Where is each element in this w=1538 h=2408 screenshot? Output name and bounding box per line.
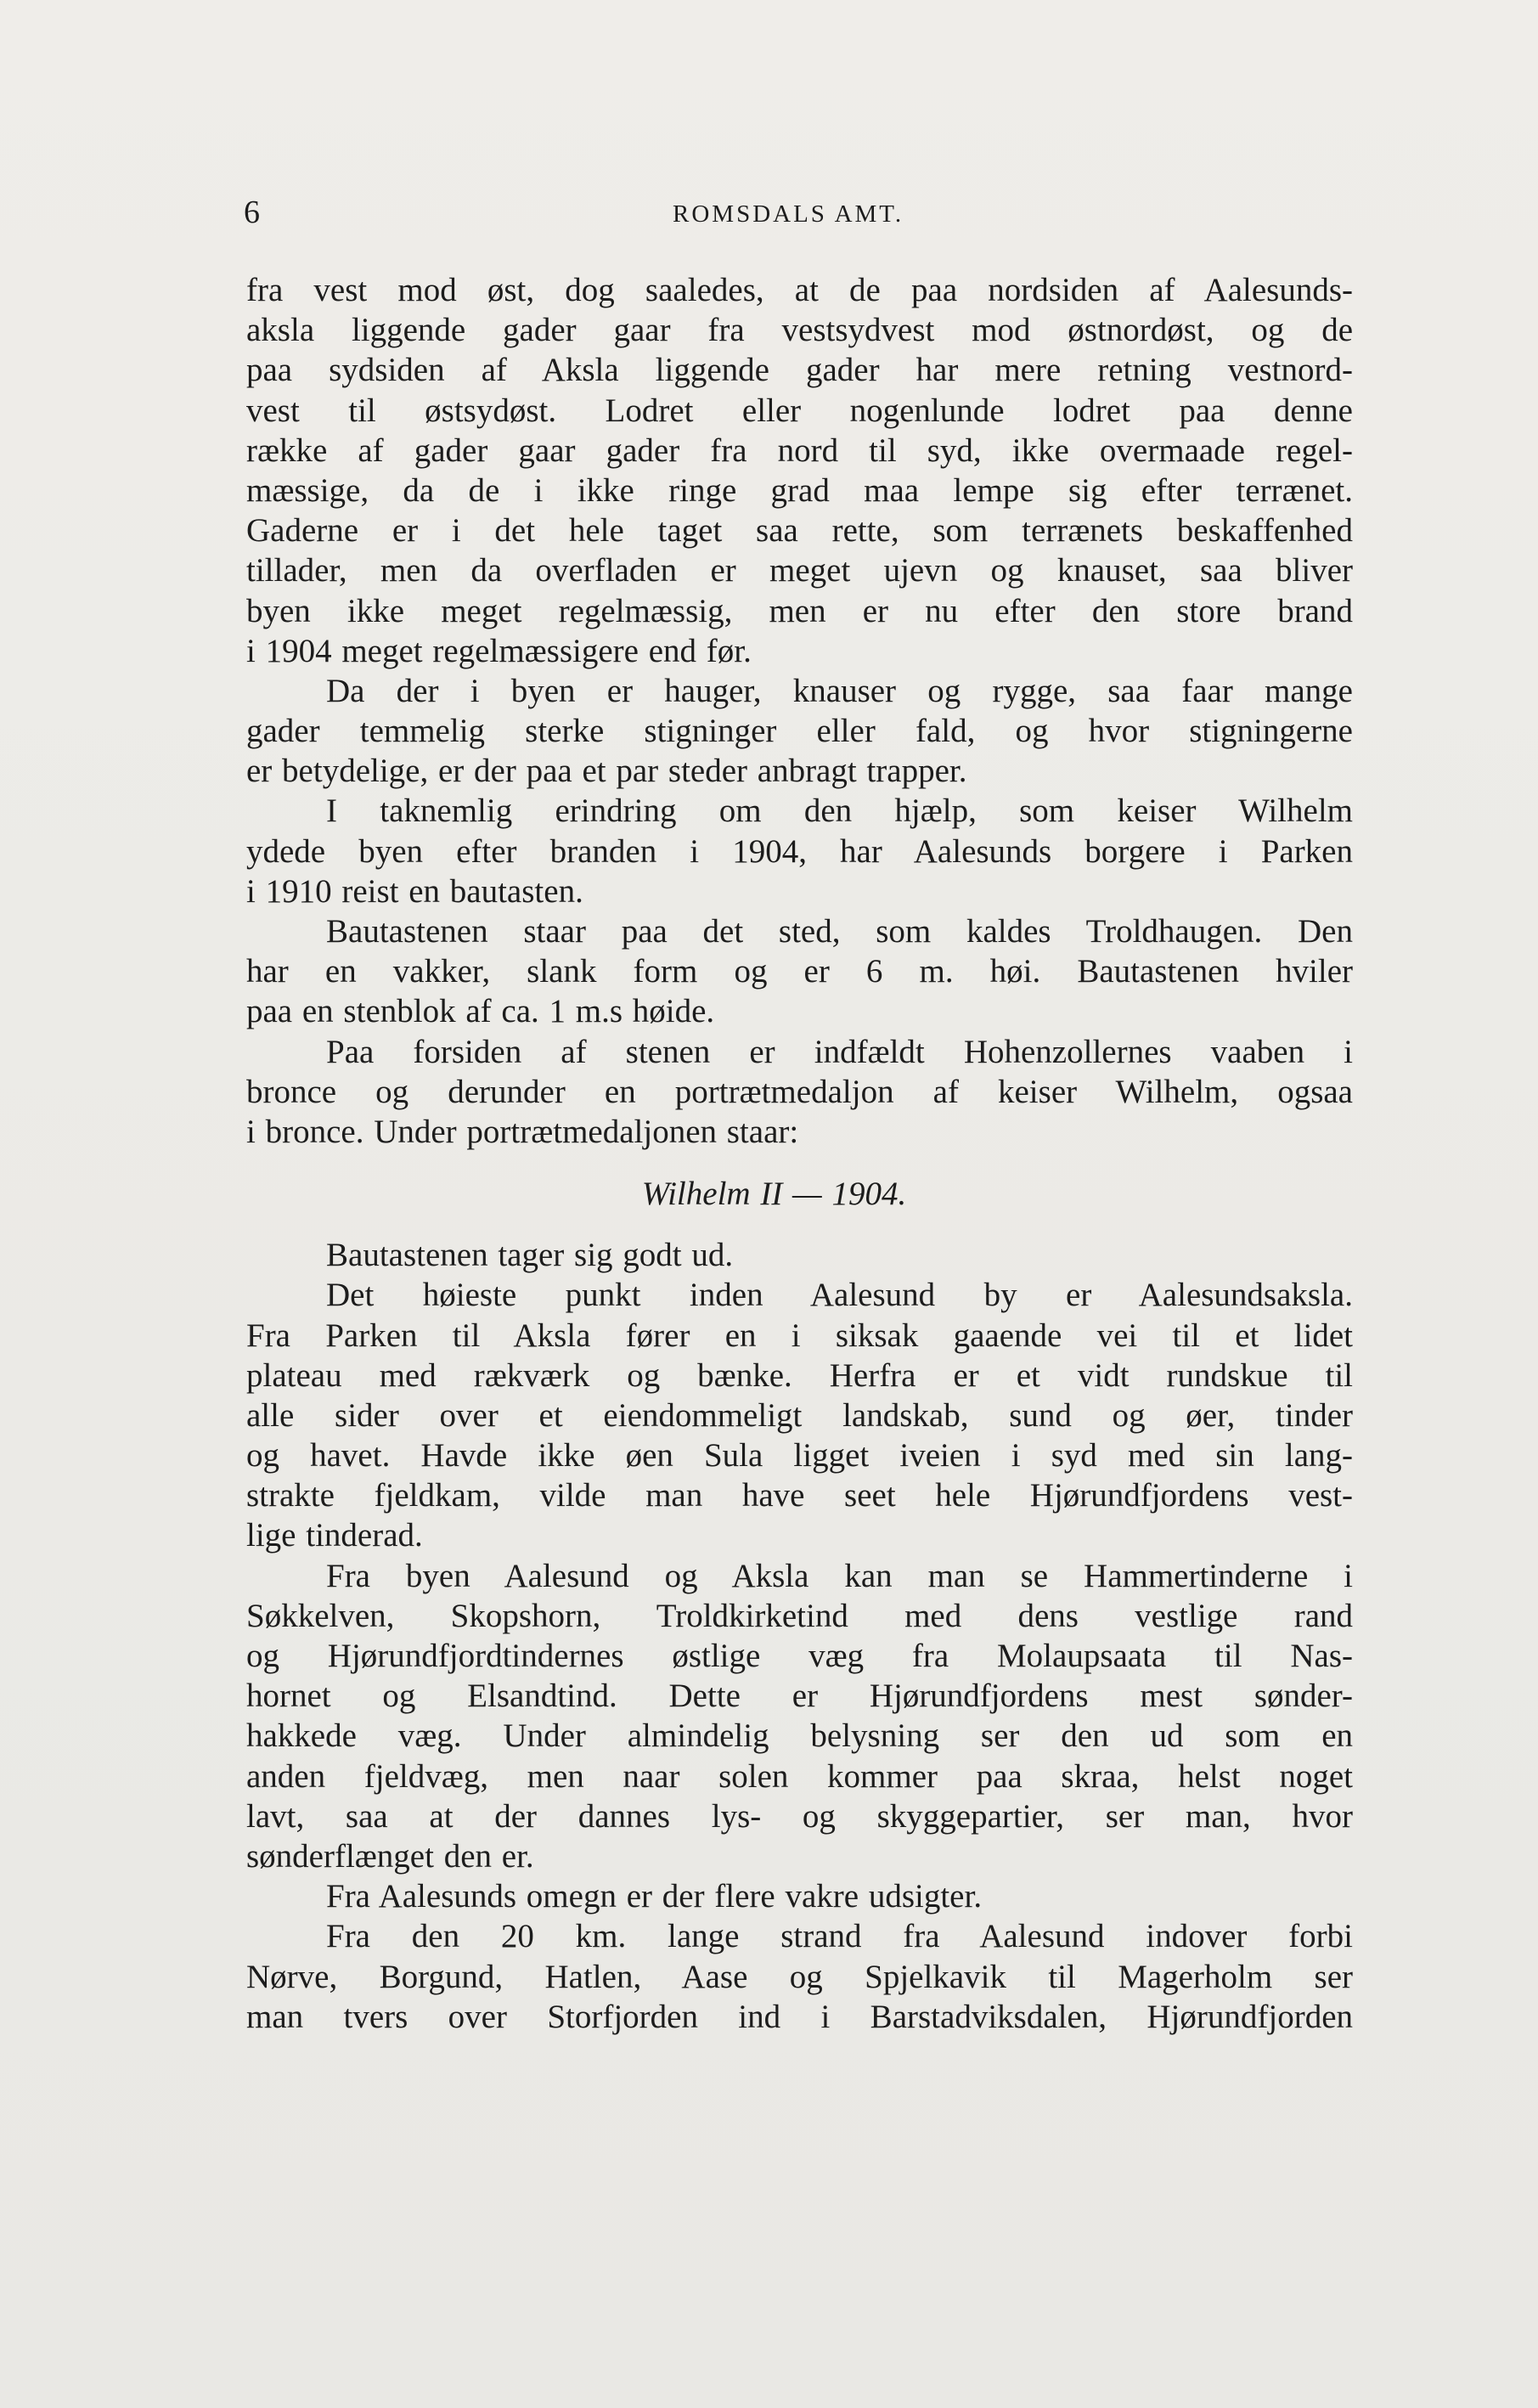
text-line: Nørve, Borgund, Hatlen, Aase og Spjelkavik til Magerholm ser: [246, 1958, 1353, 1995]
text-line: hornet og Elsandtind. Dette er Hjørundfjordens mest sønder-: [246, 1678, 1353, 1715]
inscription-line: Wilhelm II — 1904.: [641, 1176, 907, 1213]
text-line: plateau med rækværk og bænke. Herfra er et vidt rundskue til: [246, 1356, 1353, 1394]
text-line: er betydelige, er der paa et par steder anbragt trapper.: [246, 753, 967, 790]
text-line: tillader, men da overfladen er meget ujevn og knauset, saa bliver: [246, 552, 1353, 589]
text-line: i bronce. Under portrætmedaljonen staar:: [246, 1113, 799, 1150]
text-line: byen ikke meget regelmæssig, men er nu efter den store brand: [246, 592, 1353, 629]
text-line: mæssige, da de i ikke ringe grad maa lempe sig efter terrænet.: [246, 471, 1353, 509]
text-line: Fra Parken til Aksla fører en i siksak gaaende vei til et lidet: [246, 1317, 1353, 1354]
text-line: anden fjeldvæg, men naar solen kommer paa skraa, helst noget: [246, 1757, 1353, 1795]
text-line: Bautastenen staar paa det sted, som kaldes Troldhaugen. Den: [326, 913, 1353, 950]
text-line: hakkede væg. Under almindelig belysning ser den ud som en: [246, 1717, 1353, 1755]
text-line: og Hjørundfjordtindernes østlige væg fra Molaupsaata til Nas-: [246, 1638, 1353, 1674]
text-line: ydede byen efter branden i 1904, har Aalesunds borgere i Parken: [246, 832, 1353, 870]
text-line: lige tinderad.: [246, 1517, 423, 1554]
page-number: 6: [244, 195, 261, 230]
text-line: Søkkelven, Skopshorn, Troldkirketind med dens vestlige rand: [246, 1597, 1353, 1634]
text-line: fra vest mod øst, dog saaledes, at de paa nordsiden af Aalesunds-: [246, 272, 1353, 308]
running-head: ROMSDALS AMT.: [673, 200, 904, 228]
text-line: vest til østsydøst. Lodret eller nogenlunde lodret paa denne: [246, 392, 1353, 429]
text-line: i 1904 meget regelmæssigere end før.: [246, 632, 752, 669]
text-line: Fra byen Aalesund og Aksla kan man se Hammertinderne i: [326, 1557, 1353, 1594]
text-line: bronce og derunder en portrætmedaljon af keiser Wilhelm, ogsaa: [246, 1073, 1353, 1110]
text-line: aksla liggende gader gaar fra vestsydvest mod østnordøst, og de: [246, 312, 1353, 349]
text-line: I taknemlig erindring om den hjælp, som keiser Wilhelm: [326, 792, 1353, 830]
body-text: [246, 270, 1353, 2037]
page-header: [244, 194, 1348, 234]
text-line: Det høieste punkt inden Aalesund by er Aalesundsaksla.: [326, 1277, 1353, 1314]
text-line: Da der i byen er hauger, knauser og rygge, saa faar mange: [326, 672, 1353, 709]
text-line: strakte fjeldkam, vilde man have seet hele Hjørundfjordens vest-: [246, 1477, 1353, 1514]
text-line: og havet. Havde ikke øen Sula ligget iveien i syd med sin lang-: [246, 1437, 1353, 1475]
text-line: Paa forsiden af stenen er indfældt Hohenzollernes vaaben i: [326, 1033, 1353, 1070]
text-line: man tvers over Storfjorden ind i Barstadviksdalen, Hjørundfjorden: [246, 1998, 1353, 2035]
text-line: har en vakker, slank form og er 6 m. høi. Bautastenen hviler: [246, 953, 1353, 990]
text-line: sønderflænget den er.: [246, 1837, 534, 1875]
text-line: gader temmelig sterke stigninger eller fald, og hvor stigningerne: [246, 713, 1353, 750]
text-line: alle sider over et eiendommeligt landskab, sund og øer, tinder: [246, 1396, 1353, 1434]
text-line: Bautastenen tager sig godt ud.: [326, 1237, 734, 1274]
text-line: paa sydsiden af Aksla liggende gader har mere retning vestnord-: [246, 352, 1353, 389]
text-line: Gaderne er i det hele taget saa rette, som terrænets beskaffenhed: [246, 512, 1353, 550]
text-line: lavt, saa at der dannes lys- og skyggepartier, ser man, hvor: [246, 1797, 1353, 1835]
text-line: Fra Aalesunds omegn er der flere vakre udsigter.: [326, 1878, 983, 1915]
text-line: i 1910 reist en bautasten.: [246, 872, 583, 910]
text-line: række af gader gaar gader fra nord til syd, ikke overmaade regel-: [246, 431, 1353, 469]
text-line: Fra den 20 km. lange strand fra Aalesund indover forbi: [326, 1918, 1353, 1955]
text-line: paa en stenblok af ca. 1 m.s høide.: [246, 993, 715, 1030]
